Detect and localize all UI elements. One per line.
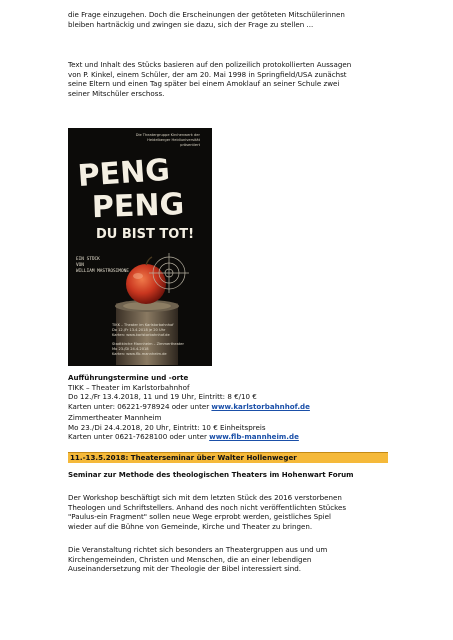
text-line: Auseinandersetzung mit der Theologie der Bibel interessiert sind. <box>68 564 302 574</box>
flb-mannheim-link[interactable]: www.flb-mannheim.de <box>209 432 299 442</box>
workshop-paragraph <box>68 493 388 531</box>
poster-venue-line: Karten: www.karlstorbahnhof.de <box>112 333 170 337</box>
text-line: seiner Mitschüler erschoss. <box>68 88 165 98</box>
karten-text: Karten unter 0621-7628100 oder unter <box>68 432 210 442</box>
poster-author-line: WILLIAM MASTROSIMONE <box>76 269 129 274</box>
text-line: Zimmertheater Mannheim <box>68 413 162 422</box>
poster-author-line: EIN STÜCK <box>76 257 100 262</box>
poster-credit-line: Die Theatergruppe Kirchenwerk der <box>135 133 200 137</box>
text-line: wieder auf die Bühne von Gemeinde, Kirche und Theater zu bringen. <box>68 521 313 531</box>
text-line: "Paulus-ein Fragment" sollen neue Wege erprobt werden, geistliches Spiel <box>68 512 331 522</box>
kinkel-paragraph <box>68 60 388 98</box>
text-line: die Frage einzugehen. Doch die Erscheinungen der getöteten Mitschülerinnen <box>68 10 345 19</box>
veranstaltung-paragraph <box>68 545 388 574</box>
text-line: Theologen und Schriftstellers. Anhand des noch nicht veröffentlichten Stückes <box>68 502 347 512</box>
text-line: TIKK – Theater im Karlstorbahnhof <box>68 382 190 392</box>
poster-venue-line: Do 12./Fr 13.4.2018 je 20 Uhr <box>112 328 166 332</box>
seminar-heading: Seminar zur Methode des theologischen Theaters im Hohenwart Forum <box>68 470 354 479</box>
poster-title-peng-2: PENG <box>91 187 185 226</box>
play-poster <box>68 128 212 366</box>
text-line: Text und Inhalt des Stücks basieren auf den polizeilich protokollierten Aussagen <box>68 60 352 69</box>
termine-heading: Aufführungstermine und -orte <box>68 373 189 382</box>
intro-paragraph <box>68 10 388 29</box>
poster-credit-line: präsentiert <box>180 143 200 147</box>
karlstorbahnhof-link[interactable]: www.karlstorbahnhof.de <box>211 401 310 411</box>
seminar-banner: 11.-13.5.2018: Theaterseminar über Walter Hollenweger <box>68 452 388 463</box>
text-line: bleiben hartnäckig und zwingen sie dazu, sich der Frage zu stellen ... <box>68 19 314 29</box>
text-line: Der Workshop beschäftigt sich mit dem letzten Stück des 2016 verstorbenen <box>68 493 342 502</box>
poster-subtitle: DU BIST TOT! <box>96 227 195 242</box>
karten-line <box>68 432 388 442</box>
poster-author-line: VON <box>76 263 84 268</box>
zimmertheater-section <box>68 413 388 442</box>
poster-title-peng-1: PENG <box>76 152 172 195</box>
poster-credit-line: Heidelberger Heidiuniversität <box>147 138 200 142</box>
poster-venue-line: Mo 23./Di 24.4.2018 <box>112 347 149 351</box>
poster-venue-line: TIKK – Theater im Karlstorbahnhof <box>112 323 174 327</box>
seminar-heading-block <box>68 470 388 480</box>
text-line: Do 12./Fr 13.4.2018, 11 und 19 Uhr, Eintritt: 8 €/10 € <box>68 392 257 402</box>
text-line: Mo 23./Di 24.4.2018, 20 Uhr, Eintritt: 10 € Einheitspreis <box>68 422 266 432</box>
text-line: Die Veranstaltung richtet sich besonders an Theatergruppen aus und um <box>68 545 328 554</box>
poster-venue-line: Karten: www.flb-mannheim.de <box>112 352 167 356</box>
text-line: seine Eltern und einen Tag später bei einem Amoklauf an seiner Schule zwei <box>68 79 340 89</box>
text-line: Kirchengemeinden, Christen und Menschen, die an einer lebendigen <box>68 554 312 564</box>
termine-section <box>68 373 388 411</box>
karten-line <box>68 402 388 412</box>
karten-text: Karten unter: 06221-978924 oder unter <box>68 401 212 411</box>
text-line: von P. Kinkel, einem Schüler, der am 20. Mai 1998 in Springfield/USA zunächst <box>68 69 347 79</box>
poster-venue-line: Stadtkirche Mannheim – Zimmertheater <box>112 342 184 346</box>
